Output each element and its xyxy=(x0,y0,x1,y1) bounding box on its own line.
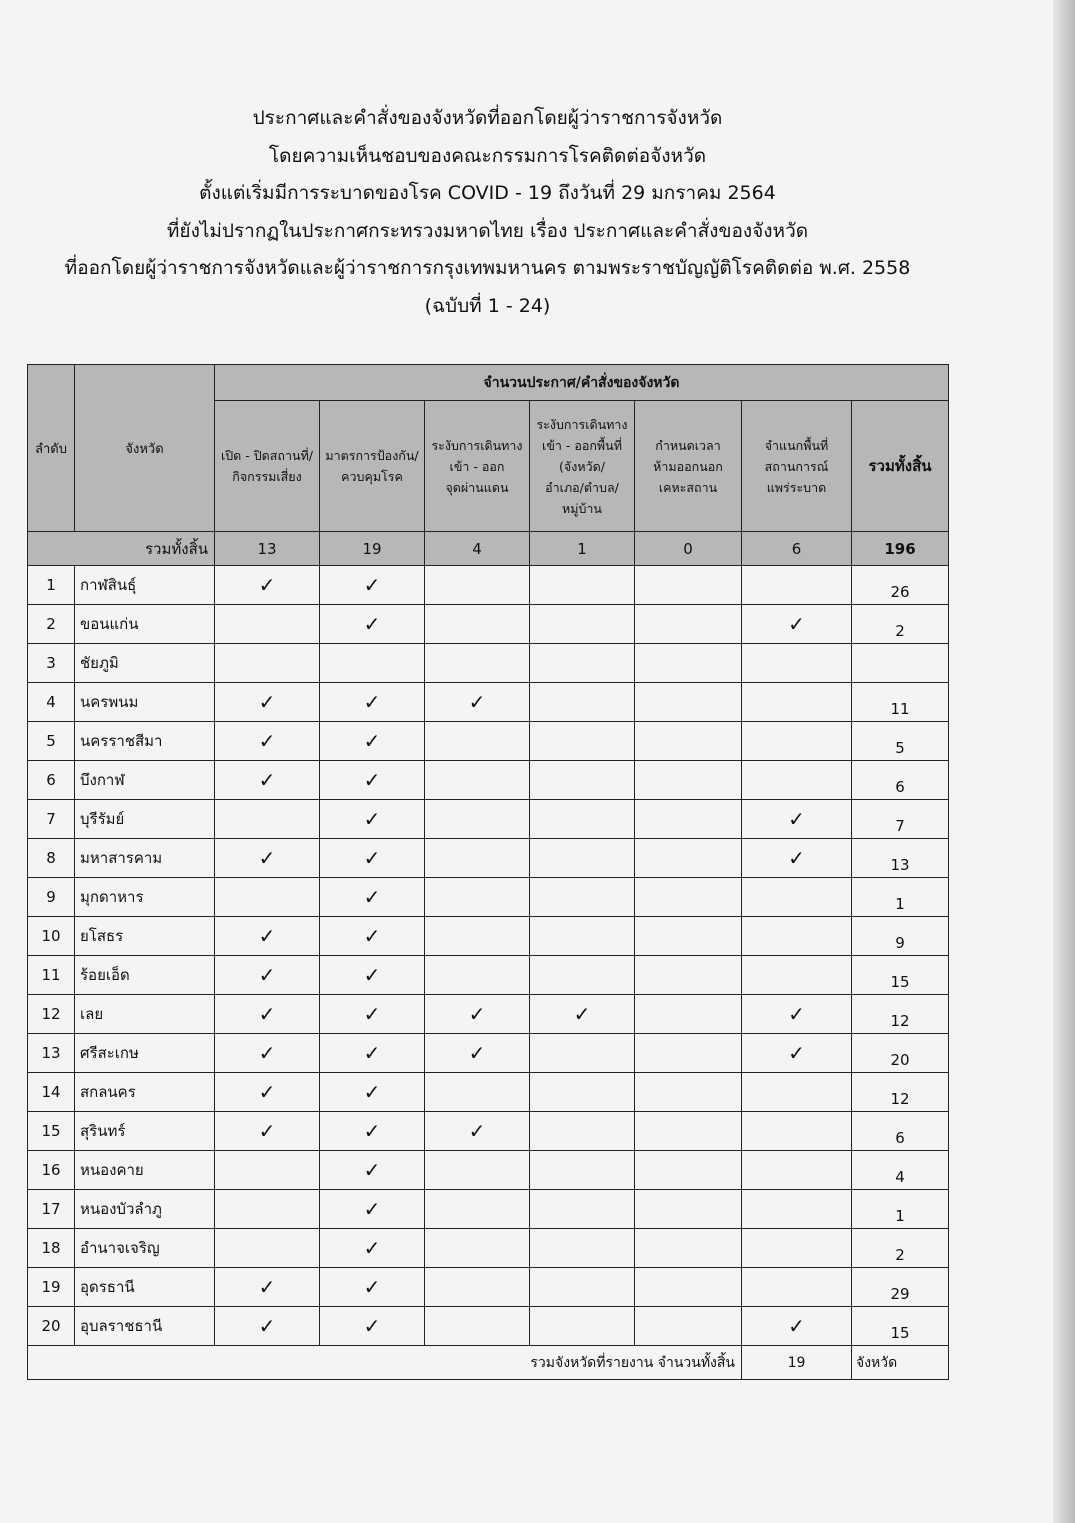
header-category-3 xyxy=(425,401,530,532)
check-cell xyxy=(320,761,425,800)
province-name: ศรีสะเกษ xyxy=(75,1034,215,1073)
row-total xyxy=(852,644,949,683)
check-cell xyxy=(320,839,425,878)
check-cell xyxy=(425,1229,530,1268)
check-cell xyxy=(320,1307,425,1346)
check-cell xyxy=(635,605,742,644)
check-cell xyxy=(742,917,852,956)
check-cell xyxy=(215,800,320,839)
check-cell xyxy=(215,683,320,722)
header-category-line: ระงับการเดินทาง xyxy=(536,416,628,432)
check-cell xyxy=(530,878,635,917)
check-icon: ✓ xyxy=(788,845,805,870)
table-row xyxy=(28,1268,949,1307)
check-icon: ✓ xyxy=(363,1313,381,1338)
province-name: อำนาจเจริญ xyxy=(75,1229,215,1268)
check-icon: ✓ xyxy=(258,1118,276,1143)
check-cell xyxy=(425,722,530,761)
check-cell xyxy=(215,566,320,605)
category-total: 4 xyxy=(425,532,530,566)
check-icon: ✓ xyxy=(363,962,381,987)
check-icon: ✓ xyxy=(363,1079,381,1104)
check-icon: ✓ xyxy=(363,1235,381,1260)
check-cell xyxy=(215,1034,320,1073)
check-icon: ✓ xyxy=(788,611,805,636)
check-cell xyxy=(530,1307,635,1346)
province-name: อุบลราชธานี xyxy=(75,1307,215,1346)
check-cell xyxy=(425,1151,530,1190)
header-category-4 xyxy=(530,401,635,532)
header-category-line: จุดผ่านแดน xyxy=(445,479,509,495)
check-icon: ✓ xyxy=(258,1040,276,1065)
check-icon: ✓ xyxy=(363,689,381,714)
table-row xyxy=(28,566,949,605)
check-cell xyxy=(742,761,852,800)
check-icon: ✓ xyxy=(363,728,381,753)
check-icon: ✓ xyxy=(363,1274,381,1299)
footer-label: รวมจังหวัดที่รายงาน จำนวนทั้งสิ้น xyxy=(28,1346,742,1380)
row-total: 12 xyxy=(852,1073,949,1112)
row-total: 12 xyxy=(852,995,949,1034)
check-cell xyxy=(320,566,425,605)
check-cell xyxy=(320,1034,425,1073)
province-name: กาฬสินธุ์ xyxy=(75,566,215,605)
check-icon: ✓ xyxy=(468,1001,486,1026)
check-cell xyxy=(742,683,852,722)
row-number: 11 xyxy=(28,956,75,995)
check-cell xyxy=(742,1073,852,1112)
check-icon: ✓ xyxy=(258,1274,276,1299)
header-category-1 xyxy=(215,401,320,532)
check-icon: ✓ xyxy=(363,923,381,948)
row-total: 9 xyxy=(852,917,949,956)
header-category-line: (จังหวัด/ xyxy=(559,458,605,474)
check-cell xyxy=(215,956,320,995)
table-row xyxy=(28,1073,949,1112)
check-icon: ✓ xyxy=(258,962,276,987)
title-line-5: ที่ออกโดยผู้ว่าราชการจังหวัดและผู้ว่าราชการกรุงเทพมหานคร ตามพระราชบัญญัติโรคติดต่อ พ.ศ. 2558 xyxy=(64,257,911,279)
check-icon: ✓ xyxy=(573,1001,591,1026)
row-number: 6 xyxy=(28,761,75,800)
check-cell xyxy=(530,1268,635,1307)
row-number: 10 xyxy=(28,917,75,956)
row-total: 15 xyxy=(852,956,949,995)
header-category-line: ควบคุมโรค xyxy=(341,469,403,484)
check-icon: ✓ xyxy=(363,611,381,636)
check-cell xyxy=(425,683,530,722)
header-total: รวมทั้งสิ้น xyxy=(852,401,949,532)
check-cell xyxy=(635,917,742,956)
header-category-line: กิจกรรมเสี่ยง xyxy=(232,469,302,484)
header-category-line: กำหนดเวลา xyxy=(655,437,721,453)
check-cell xyxy=(425,566,530,605)
row-total: 4 xyxy=(852,1151,949,1190)
check-icon: ✓ xyxy=(258,1001,276,1026)
row-total: 20 xyxy=(852,1034,949,1073)
check-cell xyxy=(320,1151,425,1190)
title-line-3: ตั้งแต่เริ่มมีการระบาดของโรค COVID - 19 ถึงวันที่ 29 มกราคม 2564 xyxy=(199,182,776,204)
check-icon: ✓ xyxy=(363,1118,381,1143)
row-total: 5 xyxy=(852,722,949,761)
row-total: 15 xyxy=(852,1307,949,1346)
province-name: หนองคาย xyxy=(75,1151,215,1190)
row-number: 20 xyxy=(28,1307,75,1346)
header-category-line: เปิด - ปิดสถานที่/ xyxy=(220,448,314,463)
page-edge-shadow xyxy=(1053,0,1075,1523)
row-number: 4 xyxy=(28,683,75,722)
check-icon: ✓ xyxy=(363,1001,381,1026)
check-cell xyxy=(425,1034,530,1073)
check-icon: ✓ xyxy=(468,1118,486,1143)
check-cell xyxy=(530,1229,635,1268)
province-name: นครพนม xyxy=(75,683,215,722)
check-cell xyxy=(425,956,530,995)
check-cell xyxy=(215,1073,320,1112)
check-cell xyxy=(215,917,320,956)
table-row xyxy=(28,1034,949,1073)
check-icon: ✓ xyxy=(788,1001,805,1026)
check-icon: ✓ xyxy=(258,728,276,753)
header-category-line: จำแนกพื้นที่ xyxy=(764,437,829,453)
check-icon: ✓ xyxy=(258,572,276,597)
table-row xyxy=(28,839,949,878)
check-cell xyxy=(635,878,742,917)
check-cell xyxy=(530,761,635,800)
header-category-line: ห้ามออกนอก xyxy=(653,458,723,474)
row-number: 19 xyxy=(28,1268,75,1307)
table-row xyxy=(28,800,949,839)
check-cell xyxy=(215,1112,320,1151)
check-cell xyxy=(425,1268,530,1307)
check-cell xyxy=(635,1073,742,1112)
row-total: 13 xyxy=(852,839,949,878)
table-row xyxy=(28,1190,949,1229)
check-cell xyxy=(530,917,635,956)
check-cell xyxy=(215,1190,320,1229)
header-category-line: มาตรการป้องกัน/ xyxy=(325,448,419,463)
check-cell xyxy=(635,644,742,683)
check-cell xyxy=(215,761,320,800)
row-total: 26 xyxy=(852,566,949,605)
row-number: 5 xyxy=(28,722,75,761)
check-cell xyxy=(635,722,742,761)
totals-label: รวมทั้งสิ้น xyxy=(28,532,215,566)
check-icon: ✓ xyxy=(363,1196,381,1221)
check-cell xyxy=(530,605,635,644)
check-icon: ✓ xyxy=(363,806,381,831)
header-category-line: ระงับการเดินทาง xyxy=(431,437,523,453)
province-name: เลย xyxy=(75,995,215,1034)
check-icon: ✓ xyxy=(788,1040,805,1065)
header-category-line: หมู่บ้าน xyxy=(562,500,602,516)
row-number: 9 xyxy=(28,878,75,917)
province-name: นครราชสีมา xyxy=(75,722,215,761)
check-cell xyxy=(530,1073,635,1112)
table-row xyxy=(28,605,949,644)
table-row xyxy=(28,761,949,800)
check-cell xyxy=(320,800,425,839)
header-category-line: อำเภอ/ตำบล/ xyxy=(545,479,619,495)
header-category-line: แพร่ระบาด xyxy=(766,479,827,495)
row-total: 1 xyxy=(852,1190,949,1229)
table-row xyxy=(28,1112,949,1151)
header-category-line: เคหะสถาน xyxy=(658,479,718,495)
province-name: สุรินทร์ xyxy=(75,1112,215,1151)
check-cell xyxy=(742,1034,852,1073)
check-cell xyxy=(320,1229,425,1268)
check-cell xyxy=(320,683,425,722)
row-total: 2 xyxy=(852,1229,949,1268)
check-icon: ✓ xyxy=(258,1313,276,1338)
row-number: 16 xyxy=(28,1151,75,1190)
province-name: มหาสารคาม xyxy=(75,839,215,878)
check-cell xyxy=(530,566,635,605)
check-cell xyxy=(530,839,635,878)
row-total: 11 xyxy=(852,683,949,722)
check-cell xyxy=(215,1268,320,1307)
check-cell xyxy=(742,1307,852,1346)
table-row xyxy=(28,1307,949,1346)
row-total: 1 xyxy=(852,878,949,917)
check-cell xyxy=(530,995,635,1034)
check-icon: ✓ xyxy=(363,1040,381,1065)
check-cell xyxy=(215,878,320,917)
province-name: บึงกาฬ xyxy=(75,761,215,800)
check-cell xyxy=(530,1112,635,1151)
header-province: จังหวัด xyxy=(75,365,215,532)
check-icon: ✓ xyxy=(363,1157,381,1182)
table-row xyxy=(28,995,949,1034)
category-total: 13 xyxy=(215,532,320,566)
check-cell xyxy=(320,1112,425,1151)
check-cell xyxy=(530,722,635,761)
check-cell xyxy=(320,722,425,761)
check-cell xyxy=(742,1112,852,1151)
check-icon: ✓ xyxy=(258,923,276,948)
check-cell xyxy=(635,995,742,1034)
row-number: 2 xyxy=(28,605,75,644)
check-cell xyxy=(425,605,530,644)
check-cell xyxy=(635,1268,742,1307)
header-category-6 xyxy=(742,401,852,532)
check-cell xyxy=(635,1112,742,1151)
check-cell xyxy=(425,878,530,917)
check-cell xyxy=(742,995,852,1034)
table-row xyxy=(28,1151,949,1190)
document-title xyxy=(0,100,975,325)
header-category-5 xyxy=(635,401,742,532)
check-icon: ✓ xyxy=(468,689,486,714)
check-cell xyxy=(742,1190,852,1229)
title-line-6: (ฉบับที่ 1 - 24) xyxy=(424,294,551,317)
row-number: 3 xyxy=(28,644,75,683)
check-icon: ✓ xyxy=(363,845,381,870)
check-cell xyxy=(215,1229,320,1268)
check-cell xyxy=(635,1229,742,1268)
province-name: บุรีรัมย์ xyxy=(75,800,215,839)
province-name: ยโสธร xyxy=(75,917,215,956)
check-cell xyxy=(215,1151,320,1190)
check-cell xyxy=(425,1307,530,1346)
row-number: 15 xyxy=(28,1112,75,1151)
check-cell xyxy=(635,683,742,722)
province-name: สกลนคร xyxy=(75,1073,215,1112)
check-cell xyxy=(742,1229,852,1268)
province-name: ร้อยเอ็ด xyxy=(75,956,215,995)
province-name: อุดรธานี xyxy=(75,1268,215,1307)
row-total: 29 xyxy=(852,1268,949,1307)
table-row xyxy=(28,644,949,683)
check-cell xyxy=(425,761,530,800)
check-cell xyxy=(742,800,852,839)
category-total: 6 xyxy=(742,532,852,566)
category-total: 0 xyxy=(635,532,742,566)
row-number: 17 xyxy=(28,1190,75,1229)
row-total: 6 xyxy=(852,1112,949,1151)
row-number: 14 xyxy=(28,1073,75,1112)
announcement-table xyxy=(27,364,949,1380)
row-total: 6 xyxy=(852,761,949,800)
check-cell xyxy=(742,1151,852,1190)
check-cell xyxy=(530,956,635,995)
table-row xyxy=(28,878,949,917)
check-cell xyxy=(530,1190,635,1229)
check-cell xyxy=(425,839,530,878)
check-cell xyxy=(320,1073,425,1112)
check-icon: ✓ xyxy=(363,572,381,597)
header-category-2 xyxy=(320,401,425,532)
check-icon: ✓ xyxy=(363,767,381,792)
title-line-4: ที่ยังไม่ปรากฏในประกาศกระทรวงมหาดไทย เรื่อง ประกาศและคำสั่งของจังหวัด xyxy=(166,219,809,242)
check-cell xyxy=(425,917,530,956)
province-name: ชัยภูมิ xyxy=(75,644,215,683)
category-total: 19 xyxy=(320,532,425,566)
row-number: 7 xyxy=(28,800,75,839)
check-cell xyxy=(742,722,852,761)
check-cell xyxy=(320,1190,425,1229)
check-cell xyxy=(530,1151,635,1190)
check-cell xyxy=(320,995,425,1034)
header-category-line: เข้า - ออก xyxy=(449,458,505,474)
header-category-line: สถานการณ์ xyxy=(764,458,829,474)
check-icon: ✓ xyxy=(468,1040,486,1065)
table-row xyxy=(28,722,949,761)
header-group: จำนวนประกาศ/คำสั่งของจังหวัด xyxy=(215,365,949,401)
check-cell xyxy=(425,995,530,1034)
table-row xyxy=(28,917,949,956)
check-icon: ✓ xyxy=(363,884,381,909)
check-icon: ✓ xyxy=(258,845,276,870)
grand-total: 196 xyxy=(852,532,949,566)
province-name: หนองบัวลำภู xyxy=(75,1190,215,1229)
check-cell xyxy=(635,800,742,839)
check-cell xyxy=(742,644,852,683)
province-name: ขอนแก่น xyxy=(75,605,215,644)
check-cell xyxy=(742,605,852,644)
footer-value: 19 xyxy=(742,1346,852,1380)
row-number: 12 xyxy=(28,995,75,1034)
check-cell xyxy=(742,956,852,995)
check-cell xyxy=(425,1112,530,1151)
check-cell xyxy=(320,605,425,644)
check-cell xyxy=(742,566,852,605)
check-cell xyxy=(320,878,425,917)
row-number: 13 xyxy=(28,1034,75,1073)
table-row xyxy=(28,956,949,995)
check-cell xyxy=(320,917,425,956)
check-cell xyxy=(742,1268,852,1307)
check-cell xyxy=(742,878,852,917)
check-cell xyxy=(742,839,852,878)
check-cell xyxy=(215,722,320,761)
check-icon: ✓ xyxy=(258,689,276,714)
table-row xyxy=(28,1229,949,1268)
check-cell xyxy=(320,956,425,995)
province-name: มุกดาหาร xyxy=(75,878,215,917)
check-cell xyxy=(530,644,635,683)
row-number: 8 xyxy=(28,839,75,878)
category-total: 1 xyxy=(530,532,635,566)
row-total: 7 xyxy=(852,800,949,839)
check-cell xyxy=(635,839,742,878)
check-icon: ✓ xyxy=(258,767,276,792)
check-icon: ✓ xyxy=(788,806,805,831)
header-category-line: เข้า - ออกพื้นที่ xyxy=(542,437,622,453)
check-cell xyxy=(635,956,742,995)
check-cell xyxy=(530,1034,635,1073)
check-cell xyxy=(215,1307,320,1346)
check-cell xyxy=(320,644,425,683)
check-cell xyxy=(215,644,320,683)
check-cell xyxy=(215,995,320,1034)
check-icon: ✓ xyxy=(258,1079,276,1104)
check-cell xyxy=(425,1190,530,1229)
title-line-2: โดยความเห็นชอบของคณะกรรมการโรคติดต่อจังหวัด xyxy=(268,144,707,167)
check-cell xyxy=(215,605,320,644)
row-total: 2 xyxy=(852,605,949,644)
row-number: 18 xyxy=(28,1229,75,1268)
footer-unit: จังหวัด xyxy=(852,1346,949,1380)
check-cell xyxy=(635,1190,742,1229)
header-order: ลำดับ xyxy=(28,365,75,532)
check-cell xyxy=(425,644,530,683)
check-cell xyxy=(635,1034,742,1073)
title-line-1: ประกาศและคำสั่งของจังหวัดที่ออกโดยผู้ว่าราชการจังหวัด xyxy=(252,107,723,129)
check-cell xyxy=(530,800,635,839)
check-cell xyxy=(635,1151,742,1190)
check-cell xyxy=(425,1073,530,1112)
table-row xyxy=(28,683,949,722)
check-cell xyxy=(635,566,742,605)
check-cell xyxy=(635,1307,742,1346)
row-number: 1 xyxy=(28,566,75,605)
check-icon: ✓ xyxy=(788,1313,805,1338)
check-cell xyxy=(320,1268,425,1307)
check-cell xyxy=(215,839,320,878)
check-cell xyxy=(425,800,530,839)
check-cell xyxy=(530,683,635,722)
check-cell xyxy=(635,761,742,800)
